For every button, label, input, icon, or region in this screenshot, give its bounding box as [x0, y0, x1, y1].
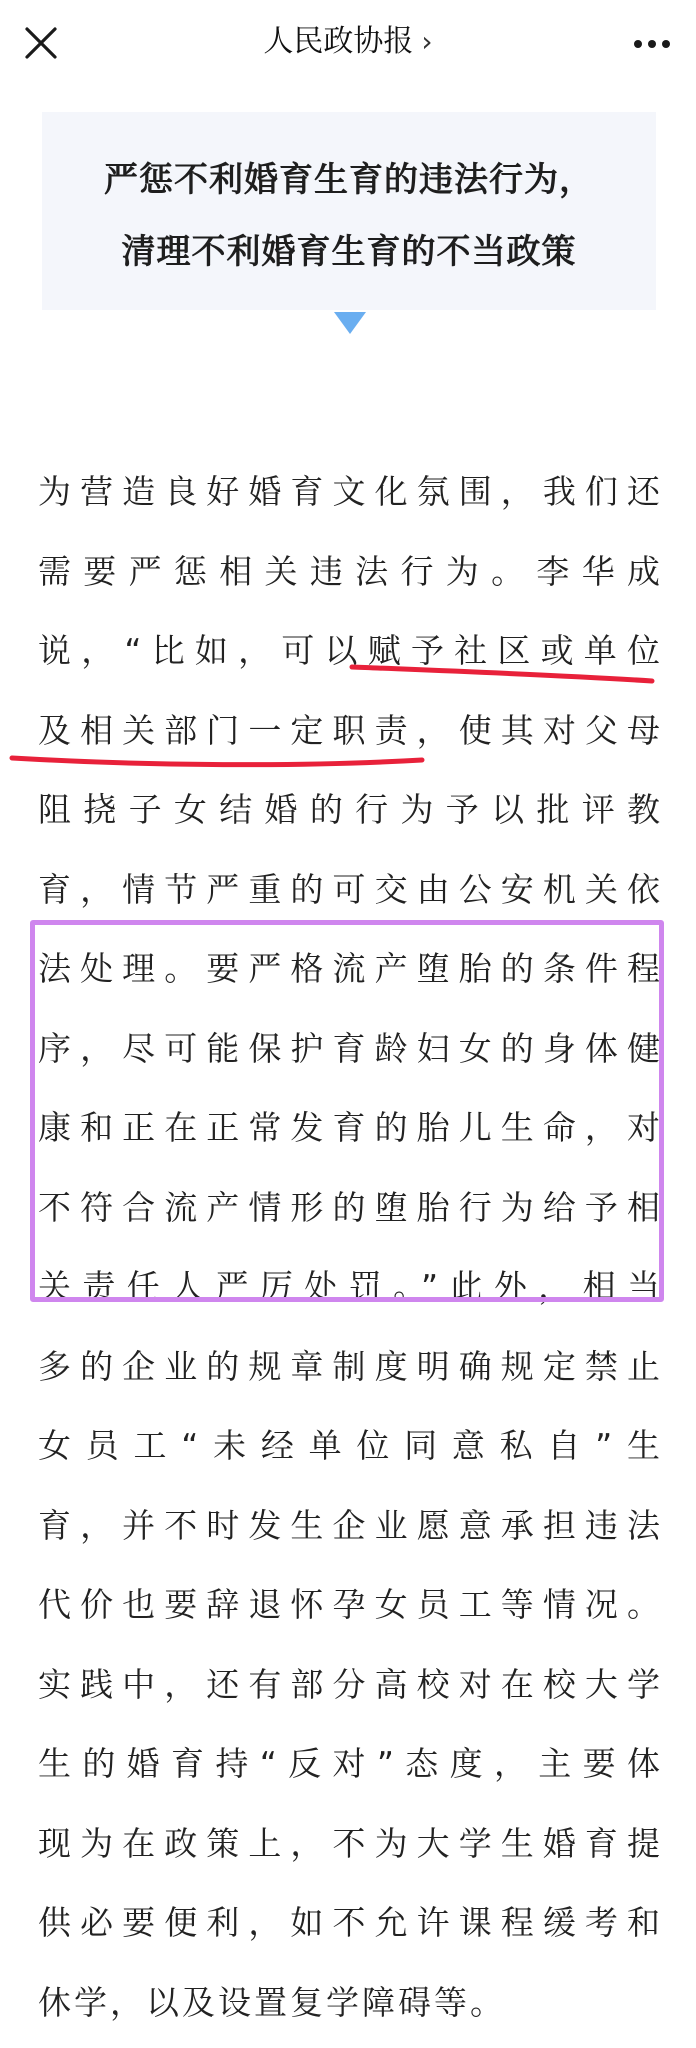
article-text-line: 育，并不时发生企业愿意承担违法	[38, 1505, 660, 1545]
article-text-line: 不符合流产情形的堕胎行为给予相	[38, 1187, 660, 1227]
article-text-line: 康和正在正常发育的胎儿生命，对	[38, 1108, 660, 1147]
article-text-line: 生的婚育持“反对”态度，主要体	[38, 1744, 660, 1783]
article-text-line: 女员工“未经单位同意私自”生	[38, 1426, 660, 1465]
top-navigation-bar	[0, 0, 696, 84]
headline-pointer-triangle	[334, 312, 366, 334]
article-text-line: 及相关部门一定职责，使其对父母	[38, 710, 660, 750]
article-text-line: 序，尽可能保护育龄妇女的身体健	[38, 1028, 660, 1068]
account-name: 人民政协报	[263, 24, 414, 59]
article-text-line: 阻挠子女结婚的行为予以批评教	[38, 790, 660, 829]
article-text-line: 需要严惩相关违法行为。李华成	[38, 551, 660, 591]
more-dots-icon	[628, 26, 676, 62]
article-text-line: 关责任人严厉处罚。”此外，相当	[38, 1267, 660, 1306]
article-text-line: 现为在政策上，不为大学生婚育提	[38, 1823, 660, 1863]
more-button[interactable]	[628, 26, 676, 62]
section-headline-line-2: 清理不利婚育生育的不当政策	[121, 232, 577, 272]
article-text-line: 代价也要辞退怀孕女员工等情况。	[38, 1585, 660, 1624]
article-text-line: 说，“比如，可以赋予社区或单位	[38, 631, 660, 670]
section-headline-box	[42, 112, 656, 310]
article-text-line: 供必要便利，如不允许课程缓考和	[38, 1903, 660, 1942]
article-text-line: 育，情节严重的可交由公安机关依	[38, 869, 660, 909]
chevron-right-icon: ›	[421, 25, 433, 58]
article-text-line: 为营造良好婚育文化氛围，我们还	[38, 472, 660, 511]
section-headline-line-1: 严惩不利婚育生育的违法行为，	[104, 160, 594, 200]
close-button[interactable]	[22, 24, 60, 62]
article-body	[38, 452, 660, 2042]
article-text-line: 多的企业的规章制度明确规定禁止	[38, 1346, 660, 1386]
article-text-line: 法处理。要严格流产堕胎的条件程	[38, 949, 660, 988]
article-text-line: 休学，以及设置复学障碍等。	[38, 1982, 506, 2022]
close-icon	[22, 24, 60, 62]
article-text-line: 实践中，还有部分高校对在校大学	[38, 1664, 660, 1704]
account-name-link[interactable]	[263, 20, 432, 64]
